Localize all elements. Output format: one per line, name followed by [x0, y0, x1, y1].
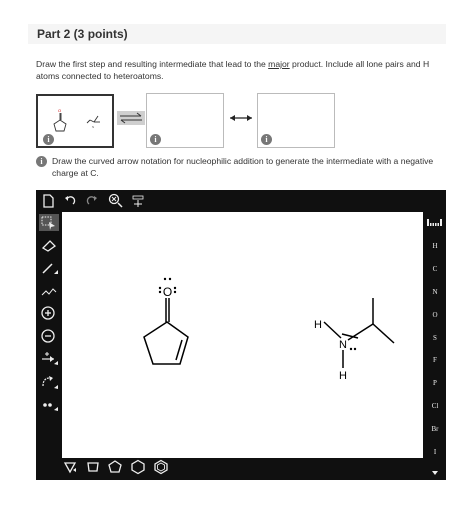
template-icon[interactable]: [131, 193, 145, 209]
element-br[interactable]: Br: [431, 425, 439, 433]
equilibrium-arrow-icon: [117, 111, 145, 125]
bond-icon[interactable]: [40, 261, 58, 275]
svg-text:N: N: [92, 125, 95, 129]
instructions: [36, 58, 448, 82]
element-o[interactable]: O: [432, 311, 438, 319]
zoom-icon[interactable]: [108, 193, 124, 209]
curved-arrow-icon[interactable]: [40, 374, 58, 390]
sequence-box-2[interactable]: [146, 93, 224, 148]
element-n[interactable]: N: [432, 288, 438, 296]
element-c[interactable]: C: [432, 265, 438, 273]
cyclopentane-icon[interactable]: [107, 459, 123, 475]
info-icon[interactable]: i: [43, 134, 54, 145]
instructions-major: major: [268, 59, 290, 69]
nitrogen-atom-label: N: [339, 339, 347, 351]
undo-icon[interactable]: [64, 195, 76, 207]
sequence-box-3[interactable]: [257, 93, 335, 148]
element-h[interactable]: H: [432, 242, 438, 250]
element-f[interactable]: F: [433, 356, 437, 364]
info-icon[interactable]: i: [36, 156, 47, 167]
info-icon[interactable]: i: [261, 134, 272, 145]
step-text: Draw the curved arrow notation for nucleophilic addition to generate the intermediate with a negative charge at C.: [52, 156, 434, 178]
step-instruction: [36, 155, 446, 179]
molecule-drawing: [62, 212, 423, 458]
eraser-icon[interactable]: [40, 238, 58, 252]
redo-icon[interactable]: [86, 195, 98, 207]
oxygen-atom-label: O: [162, 285, 173, 299]
minus-charge-icon[interactable]: [40, 328, 58, 344]
part-header: [28, 24, 446, 44]
cyclopropane-icon[interactable]: [63, 460, 77, 474]
hydrogen-atom-label-2: H: [339, 370, 347, 382]
benzene-icon[interactable]: [153, 459, 169, 475]
element-p[interactable]: P: [433, 379, 437, 387]
svg-text:O: O: [58, 108, 62, 113]
chain-icon[interactable]: [40, 284, 58, 298]
part-title: Part 2 (3 points): [37, 27, 128, 41]
info-icon[interactable]: i: [150, 134, 161, 145]
instructions-text-1: Draw the first step and resulting intermediate that lead to the: [36, 59, 269, 69]
cyclopentenone-molecule: [144, 298, 188, 364]
cyclobutane-icon[interactable]: [86, 460, 100, 474]
new-page-icon[interactable]: [42, 194, 54, 208]
drawing-editor: [36, 190, 446, 480]
lone-pair-icon[interactable]: [40, 398, 58, 412]
instructions-text-2: product. Include all lone pairs and H atoms connected to heteroatoms.: [36, 59, 430, 81]
cyclohexane-icon[interactable]: [130, 459, 146, 475]
element-s[interactable]: S: [433, 334, 437, 342]
select-icon[interactable]: [39, 214, 59, 231]
element-i[interactable]: I: [433, 448, 437, 456]
element-cl[interactable]: Cl: [431, 402, 439, 410]
plus-charge-icon[interactable]: [40, 305, 58, 321]
periodic-table-icon[interactable]: [426, 218, 444, 228]
hydrogen-atom-label-1: H: [314, 319, 322, 331]
arrow-icon[interactable]: [40, 350, 58, 366]
resonance-arrow-icon: [226, 111, 256, 125]
scroll-down-icon[interactable]: [431, 470, 439, 476]
sequence-box-1[interactable]: [36, 94, 114, 148]
drawing-canvas[interactable]: [62, 212, 423, 458]
nitrogen-lone-pair: [350, 348, 356, 350]
isopropylamine-molecule: [324, 298, 394, 368]
